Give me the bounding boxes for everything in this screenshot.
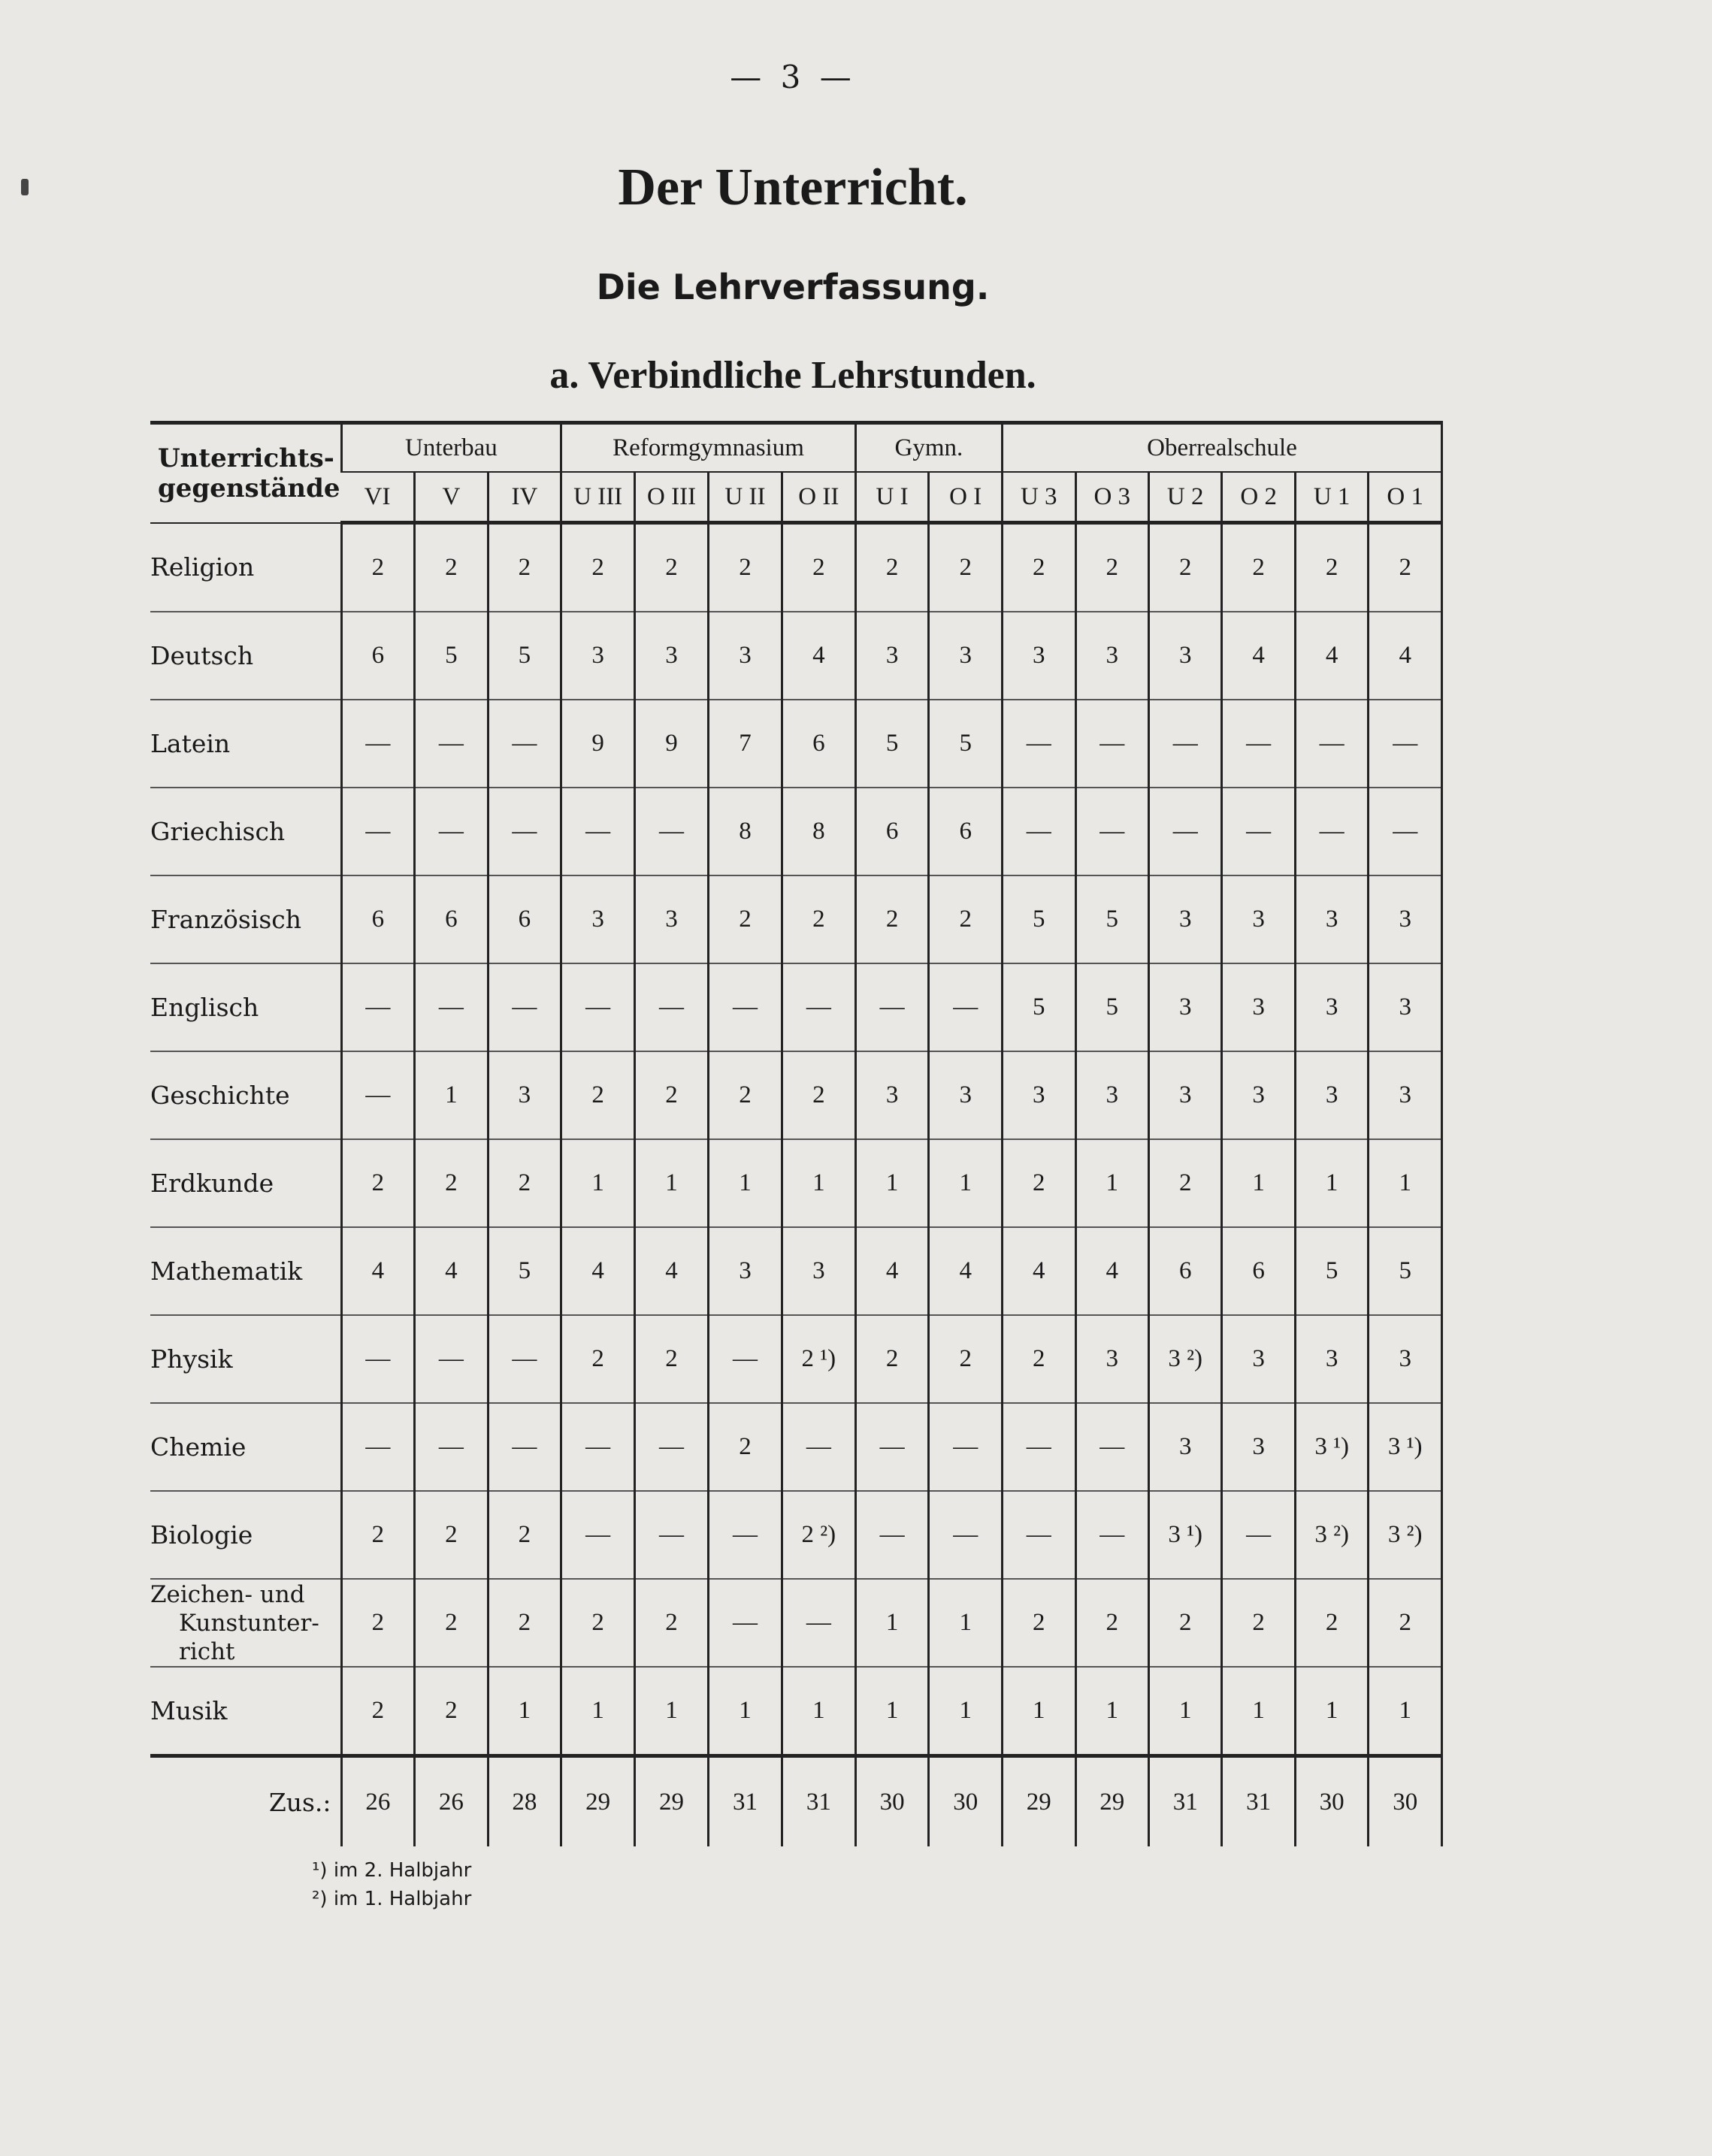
hours-cell: 3 bbox=[1075, 1315, 1148, 1403]
class-header: U III bbox=[561, 472, 635, 523]
hours-cell: — bbox=[635, 788, 709, 875]
hours-cell: — bbox=[1148, 700, 1221, 788]
hours-cell: 3 bbox=[929, 612, 1003, 700]
hours-cell: — bbox=[709, 963, 782, 1051]
page-number: — 3 — bbox=[730, 59, 856, 95]
hours-cell: — bbox=[855, 963, 929, 1051]
hours-cell: 2 bbox=[415, 1491, 488, 1579]
subject-header-line-2: gegenstände bbox=[158, 473, 340, 503]
hours-cell: 6 bbox=[341, 612, 415, 700]
hours-cell: 4 bbox=[929, 1227, 1003, 1315]
hours-cell: 1 bbox=[782, 1667, 855, 1756]
hours-cell: — bbox=[782, 1579, 855, 1667]
hours-cell: 4 bbox=[635, 1227, 709, 1315]
hours-cell: 3 bbox=[1369, 875, 1442, 963]
hours-cell: 2 bbox=[1003, 523, 1075, 612]
subject-cell: Englisch bbox=[150, 963, 341, 1051]
class-header: U I bbox=[855, 472, 929, 523]
subject-line: Zeichen- und bbox=[150, 1580, 305, 1608]
section-heading: a. Verbindliche Lehrstunden. bbox=[549, 354, 1036, 397]
subject-cell: Mathematik bbox=[150, 1227, 341, 1315]
hours-cell: — bbox=[1003, 788, 1075, 875]
table-row bbox=[150, 1139, 1442, 1227]
hours-cell: 5 bbox=[1075, 875, 1148, 963]
subject-cell: Deutsch bbox=[150, 612, 341, 700]
hours-cell: 3 bbox=[1222, 1051, 1295, 1139]
footnotes bbox=[312, 1856, 471, 1913]
hours-cell: 1 bbox=[561, 1667, 635, 1756]
hours-cell: — bbox=[782, 963, 855, 1051]
hours-cell: 1 bbox=[782, 1139, 855, 1227]
hours-cell: 4 bbox=[855, 1227, 929, 1315]
hours-cell: — bbox=[929, 963, 1003, 1051]
hours-cell: — bbox=[415, 1315, 488, 1403]
hours-cell: 1 bbox=[929, 1579, 1003, 1667]
footnote: ²) im 1. Halbjahr bbox=[312, 1888, 472, 1910]
group-header: Unterbau bbox=[341, 423, 561, 473]
hours-cell: — bbox=[929, 1491, 1003, 1579]
hours-cell: 2 bbox=[415, 1667, 488, 1756]
hours-cell: 5 bbox=[488, 612, 561, 700]
hours-cell: 4 bbox=[1369, 612, 1442, 700]
hours-cell: 3 bbox=[1369, 1315, 1442, 1403]
hours-cell: 2 bbox=[415, 1139, 488, 1227]
total-cell: 29 bbox=[1075, 1756, 1148, 1847]
hours-cell: — bbox=[488, 1403, 561, 1491]
hours-cell: — bbox=[341, 1403, 415, 1491]
hours-cell: 3 ²) bbox=[1369, 1491, 1442, 1579]
hours-cell: 2 bbox=[1003, 1315, 1075, 1403]
hours-cell: 2 bbox=[415, 523, 488, 612]
hours-cell: 3 bbox=[561, 875, 635, 963]
hours-cell: — bbox=[1075, 700, 1148, 788]
hours-cell: 2 ¹) bbox=[782, 1315, 855, 1403]
hours-cell: — bbox=[1075, 1403, 1148, 1491]
hours-cell: — bbox=[1075, 1491, 1148, 1579]
hours-cell: 2 bbox=[341, 523, 415, 612]
hours-cell: 2 bbox=[635, 523, 709, 612]
group-header: Oberrealschule bbox=[1003, 423, 1442, 473]
hours-cell: — bbox=[415, 1403, 488, 1491]
hours-cell: — bbox=[415, 788, 488, 875]
hours-cell: 2 bbox=[561, 1315, 635, 1403]
hours-cell: — bbox=[561, 1491, 635, 1579]
class-header: O 1 bbox=[1369, 472, 1442, 523]
subject-column-header bbox=[150, 423, 341, 523]
hours-cell: 2 bbox=[1222, 523, 1295, 612]
hours-cell: 2 bbox=[1148, 1139, 1221, 1227]
hours-cell: 3 ¹) bbox=[1295, 1403, 1368, 1491]
footnote: ¹) im 2. Halbjahr bbox=[312, 1859, 472, 1882]
hours-cell: — bbox=[1369, 700, 1442, 788]
hours-cell: 3 bbox=[1222, 875, 1295, 963]
hours-cell: — bbox=[561, 788, 635, 875]
hours-cell: 3 bbox=[1222, 1315, 1295, 1403]
hours-cell: 5 bbox=[488, 1227, 561, 1315]
hours-cell: 3 bbox=[1295, 963, 1368, 1051]
hours-cell: 1 bbox=[929, 1139, 1003, 1227]
hours-cell: 5 bbox=[1369, 1227, 1442, 1315]
hours-cell: 3 bbox=[855, 612, 929, 700]
hours-cell: 2 bbox=[488, 1139, 561, 1227]
hours-cell: 2 bbox=[488, 1491, 561, 1579]
hours-cell: — bbox=[341, 963, 415, 1051]
hours-cell: — bbox=[488, 1315, 561, 1403]
total-cell: 29 bbox=[635, 1756, 709, 1847]
hours-cell: 3 bbox=[488, 1051, 561, 1139]
page-subtitle: Die Lehrverfassung. bbox=[596, 267, 990, 307]
hours-cell: 3 bbox=[1075, 1051, 1148, 1139]
total-cell: 30 bbox=[1295, 1756, 1368, 1847]
hours-cell: 2 bbox=[929, 1315, 1003, 1403]
subject-cell: Religion bbox=[150, 523, 341, 612]
hours-cell: 2 bbox=[1295, 523, 1368, 612]
hours-cell: 2 bbox=[1369, 1579, 1442, 1667]
hours-cell: 3 bbox=[1148, 1403, 1221, 1491]
hours-cell: 3 bbox=[1369, 963, 1442, 1051]
subject-cell: Latein bbox=[150, 700, 341, 788]
hours-cell: 1 bbox=[1148, 1667, 1221, 1756]
class-header: IV bbox=[488, 472, 561, 523]
hours-cell: 2 bbox=[709, 1403, 782, 1491]
hours-cell: 1 bbox=[1075, 1139, 1148, 1227]
hours-cell: 4 bbox=[1075, 1227, 1148, 1315]
hours-cell: — bbox=[1222, 700, 1295, 788]
hours-cell: 2 bbox=[1295, 1579, 1368, 1667]
subject-cell: Chemie bbox=[150, 1403, 341, 1491]
total-cell: 31 bbox=[1148, 1756, 1221, 1847]
hours-cell: — bbox=[1222, 788, 1295, 875]
hours-cell: — bbox=[341, 700, 415, 788]
hours-cell: — bbox=[415, 963, 488, 1051]
hours-cell: — bbox=[1003, 700, 1075, 788]
hours-cell: 2 bbox=[488, 523, 561, 612]
subject-cell: Griechisch bbox=[150, 788, 341, 875]
hours-cell: 3 bbox=[709, 612, 782, 700]
hours-cell: 3 bbox=[1148, 1051, 1221, 1139]
hours-cell: 3 bbox=[1003, 1051, 1075, 1139]
table-row bbox=[150, 875, 1442, 963]
hours-cell: 1 bbox=[1295, 1139, 1368, 1227]
hours-cell: 3 bbox=[1295, 1051, 1368, 1139]
hours-cell: 3 bbox=[1003, 612, 1075, 700]
subject-cell: Biologie bbox=[150, 1491, 341, 1579]
hours-cell: 3 bbox=[709, 1227, 782, 1315]
hours-cell: 3 ¹) bbox=[1369, 1403, 1442, 1491]
hours-cell: 1 bbox=[929, 1667, 1003, 1756]
hours-cell: 3 bbox=[1222, 963, 1295, 1051]
table-row bbox=[150, 963, 1442, 1051]
hours-cell: 1 bbox=[855, 1139, 929, 1227]
hours-cell: 4 bbox=[782, 612, 855, 700]
hours-cell: 2 bbox=[1075, 523, 1148, 612]
class-header: U 2 bbox=[1148, 472, 1221, 523]
hours-cell: 4 bbox=[1222, 612, 1295, 700]
table-row bbox=[150, 788, 1442, 875]
hours-cell: — bbox=[341, 1051, 415, 1139]
group-header: Gymn. bbox=[855, 423, 1002, 473]
class-header: O III bbox=[635, 472, 709, 523]
subject-cell: Geschichte bbox=[150, 1051, 341, 1139]
hours-cell: 2 bbox=[488, 1579, 561, 1667]
total-cell: 30 bbox=[1369, 1756, 1442, 1847]
subject-cell: Musik bbox=[150, 1667, 341, 1756]
hours-cell: 4 bbox=[1003, 1227, 1075, 1315]
hours-cell: 2 bbox=[855, 523, 929, 612]
hours-cell: — bbox=[855, 1403, 929, 1491]
hours-cell: 3 bbox=[929, 1051, 1003, 1139]
hours-cell: 2 bbox=[561, 1051, 635, 1139]
hours-cell: — bbox=[1148, 788, 1221, 875]
hours-cell: — bbox=[929, 1403, 1003, 1491]
class-header: O II bbox=[782, 472, 855, 523]
hours-cell: — bbox=[635, 1403, 709, 1491]
hours-cell: — bbox=[561, 1403, 635, 1491]
class-header: U II bbox=[709, 472, 782, 523]
hours-cell: 2 bbox=[341, 1139, 415, 1227]
hours-cell: 3 bbox=[1148, 612, 1221, 700]
lehrstunden-table bbox=[150, 421, 1443, 1846]
hours-cell: 1 bbox=[1222, 1139, 1295, 1227]
hours-cell: 3 bbox=[1295, 1315, 1368, 1403]
hours-cell: 1 bbox=[709, 1667, 782, 1756]
total-cell: 26 bbox=[415, 1756, 488, 1847]
hours-cell: — bbox=[709, 1315, 782, 1403]
subject-line: richt bbox=[179, 1637, 235, 1665]
hours-cell: 2 bbox=[415, 1579, 488, 1667]
hours-cell: 3 ²) bbox=[1148, 1315, 1221, 1403]
subject-cell: Erdkunde bbox=[150, 1139, 341, 1227]
total-cell: 30 bbox=[855, 1756, 929, 1847]
hours-cell: 1 bbox=[1003, 1667, 1075, 1756]
hours-cell: — bbox=[1003, 1403, 1075, 1491]
class-header: O I bbox=[929, 472, 1003, 523]
hours-cell: 2 bbox=[929, 523, 1003, 612]
hours-cell: 3 ¹) bbox=[1148, 1491, 1221, 1579]
hours-cell: 1 bbox=[561, 1139, 635, 1227]
table-row bbox=[150, 1667, 1442, 1756]
total-cell: 31 bbox=[782, 1756, 855, 1847]
hours-cell: — bbox=[1295, 788, 1368, 875]
hours-cell: 2 bbox=[782, 1051, 855, 1139]
hours-cell: 9 bbox=[635, 700, 709, 788]
hours-cell: 3 bbox=[1148, 963, 1221, 1051]
hours-cell: 5 bbox=[1295, 1227, 1368, 1315]
total-cell: 31 bbox=[1222, 1756, 1295, 1847]
hours-cell: 2 bbox=[929, 875, 1003, 963]
hours-cell: 2 bbox=[709, 523, 782, 612]
table-row bbox=[150, 1315, 1442, 1403]
table-row bbox=[150, 1491, 1442, 1579]
hours-cell: 5 bbox=[1003, 875, 1075, 963]
total-cell: 28 bbox=[488, 1756, 561, 1847]
hours-cell: — bbox=[1003, 1491, 1075, 1579]
hours-cell: 7 bbox=[709, 700, 782, 788]
hours-cell: 2 bbox=[1148, 523, 1221, 612]
hours-cell: 5 bbox=[415, 612, 488, 700]
subject-cell: Physik bbox=[150, 1315, 341, 1403]
hours-cell: 2 bbox=[1148, 1579, 1221, 1667]
hours-cell: 2 bbox=[1003, 1579, 1075, 1667]
hours-cell: 5 bbox=[929, 700, 1003, 788]
hours-cell: — bbox=[1295, 700, 1368, 788]
class-header: U 3 bbox=[1003, 472, 1075, 523]
class-header: O 3 bbox=[1075, 472, 1148, 523]
hours-cell: 6 bbox=[1148, 1227, 1221, 1315]
page-title: Der Unterricht. bbox=[618, 159, 968, 216]
hours-cell: — bbox=[709, 1491, 782, 1579]
subject-line: Kunstunter- bbox=[179, 1609, 319, 1637]
hours-cell: 1 bbox=[635, 1139, 709, 1227]
hours-cell: 8 bbox=[782, 788, 855, 875]
hours-cell: 3 bbox=[1222, 1403, 1295, 1491]
hours-cell: 1 bbox=[415, 1051, 488, 1139]
hours-cell: 3 bbox=[635, 612, 709, 700]
hours-cell: — bbox=[635, 1491, 709, 1579]
hours-cell: 1 bbox=[488, 1667, 561, 1756]
hours-cell: 4 bbox=[1295, 612, 1368, 700]
total-cell: 29 bbox=[561, 1756, 635, 1847]
hours-cell: — bbox=[488, 700, 561, 788]
subject-cell: Französisch bbox=[150, 875, 341, 963]
hours-cell: 6 bbox=[929, 788, 1003, 875]
table-row bbox=[150, 1051, 1442, 1139]
hours-cell: 3 bbox=[1075, 612, 1148, 700]
hours-cell: 1 bbox=[855, 1667, 929, 1756]
hours-cell: 2 bbox=[341, 1667, 415, 1756]
class-header: U 1 bbox=[1295, 472, 1368, 523]
total-cell: 29 bbox=[1003, 1756, 1075, 1847]
table-row bbox=[150, 523, 1442, 612]
hours-cell: — bbox=[341, 1315, 415, 1403]
hours-cell: 6 bbox=[341, 875, 415, 963]
hours-cell: 2 bbox=[709, 1051, 782, 1139]
table-row bbox=[150, 700, 1442, 788]
hours-cell: 9 bbox=[561, 700, 635, 788]
hours-cell: 3 bbox=[782, 1227, 855, 1315]
hours-cell: 2 bbox=[1222, 1579, 1295, 1667]
table-row bbox=[150, 612, 1442, 700]
hours-cell: 1 bbox=[635, 1667, 709, 1756]
total-cell: 30 bbox=[929, 1756, 1003, 1847]
hours-cell: 2 bbox=[1369, 523, 1442, 612]
hours-cell: — bbox=[709, 1579, 782, 1667]
hours-cell: — bbox=[341, 788, 415, 875]
hours-cell: — bbox=[415, 700, 488, 788]
hours-cell: 6 bbox=[488, 875, 561, 963]
hours-cell: 2 bbox=[635, 1579, 709, 1667]
hours-cell: — bbox=[635, 963, 709, 1051]
class-header: O 2 bbox=[1222, 472, 1295, 523]
hours-cell: 5 bbox=[1075, 963, 1148, 1051]
hours-cell: 2 bbox=[855, 875, 929, 963]
hours-cell: 1 bbox=[1369, 1139, 1442, 1227]
hours-cell: 3 bbox=[855, 1051, 929, 1139]
hours-cell: — bbox=[855, 1491, 929, 1579]
hours-cell: 2 bbox=[709, 875, 782, 963]
hours-cell: 3 bbox=[1295, 875, 1368, 963]
hours-cell: 2 bbox=[855, 1315, 929, 1403]
table-row bbox=[150, 1227, 1442, 1315]
total-label: Zus.: bbox=[150, 1756, 341, 1847]
hours-cell: 4 bbox=[561, 1227, 635, 1315]
table-row bbox=[150, 1403, 1442, 1491]
hours-cell: 2 bbox=[635, 1315, 709, 1403]
total-cell: 31 bbox=[709, 1756, 782, 1847]
hours-cell: 6 bbox=[1222, 1227, 1295, 1315]
hours-cell: 3 bbox=[635, 875, 709, 963]
hours-cell: 1 bbox=[1075, 1667, 1148, 1756]
hours-cell: — bbox=[1369, 788, 1442, 875]
hours-cell: 3 ²) bbox=[1295, 1491, 1368, 1579]
hours-cell: 6 bbox=[855, 788, 929, 875]
hours-cell: 8 bbox=[709, 788, 782, 875]
hours-cell: 5 bbox=[1003, 963, 1075, 1051]
hours-cell: 2 bbox=[341, 1491, 415, 1579]
subject-cell bbox=[150, 1579, 341, 1667]
class-header: VI bbox=[341, 472, 415, 523]
hours-cell: 4 bbox=[415, 1227, 488, 1315]
hours-cell: 1 bbox=[1295, 1667, 1368, 1756]
hours-cell: — bbox=[561, 963, 635, 1051]
hours-cell: — bbox=[488, 963, 561, 1051]
hours-cell: 2 bbox=[561, 1579, 635, 1667]
hours-cell: 2 bbox=[782, 523, 855, 612]
hours-cell: 1 bbox=[709, 1139, 782, 1227]
hours-cell: — bbox=[1222, 1491, 1295, 1579]
hours-cell: 3 bbox=[561, 612, 635, 700]
group-header: Reformgymnasium bbox=[561, 423, 856, 473]
hours-cell: 2 bbox=[561, 523, 635, 612]
hours-cell: 6 bbox=[415, 875, 488, 963]
subject-header-line-1: Unterrichts- bbox=[158, 443, 334, 473]
hours-cell: — bbox=[488, 788, 561, 875]
hours-cell: 1 bbox=[855, 1579, 929, 1667]
hours-cell: 6 bbox=[782, 700, 855, 788]
hours-cell: 2 bbox=[1075, 1579, 1148, 1667]
hours-cell: 2 ²) bbox=[782, 1491, 855, 1579]
hours-cell: 2 bbox=[341, 1579, 415, 1667]
hours-cell: — bbox=[782, 1403, 855, 1491]
hours-cell: 1 bbox=[1369, 1667, 1442, 1756]
hours-cell: 4 bbox=[341, 1227, 415, 1315]
total-cell: 26 bbox=[341, 1756, 415, 1847]
hours-cell: 2 bbox=[635, 1051, 709, 1139]
table-row bbox=[150, 1579, 1442, 1667]
hours-cell: 3 bbox=[1369, 1051, 1442, 1139]
hours-cell: 5 bbox=[855, 700, 929, 788]
hours-cell: 2 bbox=[782, 875, 855, 963]
hours-cell: — bbox=[1075, 788, 1148, 875]
hours-cell: 3 bbox=[1148, 875, 1221, 963]
class-header: V bbox=[415, 472, 488, 523]
hours-cell: 1 bbox=[1222, 1667, 1295, 1756]
hours-cell: 2 bbox=[1003, 1139, 1075, 1227]
